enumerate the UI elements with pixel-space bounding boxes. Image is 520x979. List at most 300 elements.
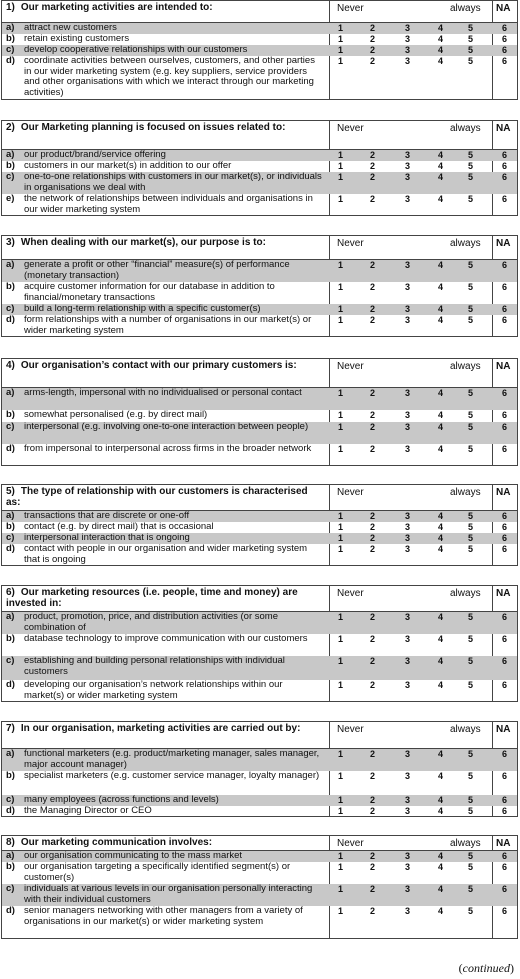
score-option-1[interactable]: 1 [338,795,344,805]
score-option-2[interactable]: 2 [370,544,376,554]
item-letter: b) [6,633,15,644]
score-option-4[interactable]: 4 [438,410,444,420]
score-option-3[interactable]: 3 [405,656,411,666]
score-option-5[interactable]: 5 [468,304,474,314]
score-option-2[interactable]: 2 [370,304,376,314]
answer-row [2,194,517,216]
score-option-5[interactable]: 5 [468,315,474,325]
score-option-4[interactable]: 4 [438,533,444,543]
score-option-3[interactable]: 3 [405,634,411,644]
score-option-5[interactable]: 5 [468,533,474,543]
score-option-4[interactable]: 4 [438,749,444,759]
score-option-1[interactable]: 1 [338,511,344,521]
score-option-na[interactable]: 6 [502,656,508,666]
never-label: Never [337,588,364,599]
score-option-na[interactable]: 6 [502,544,508,554]
score-option-3[interactable]: 3 [405,795,411,805]
score-option-5[interactable]: 5 [468,282,474,292]
score-option-4[interactable]: 4 [438,612,444,622]
score-option-5[interactable]: 5 [468,444,474,454]
item-letter: e) [6,193,15,204]
item-text: somewhat personalised (e.g. by direct mail) [24,409,208,420]
score-option-1[interactable]: 1 [338,771,344,781]
score-option-na[interactable]: 6 [502,194,508,204]
score-option-4[interactable]: 4 [438,172,444,182]
score-option-1[interactable]: 1 [338,862,344,872]
item-letter: c) [6,794,15,805]
score-option-5[interactable]: 5 [468,806,474,816]
score-option-3[interactable]: 3 [405,315,411,325]
question-5-table [1,484,518,566]
score-option-1[interactable]: 1 [338,282,344,292]
item-text: contact (e.g. by direct mail) that is occasional [24,521,214,532]
score-option-4[interactable]: 4 [438,161,444,171]
item-letter: b) [6,770,15,781]
score-option-4[interactable]: 4 [438,634,444,644]
score-option-1[interactable]: 1 [338,410,344,420]
question-text: Our marketing activities are intended to: [20,2,213,13]
score-option-5[interactable]: 5 [468,161,474,171]
question-6-table [1,585,518,702]
score-option-3[interactable]: 3 [405,522,411,532]
score-option-3[interactable]: 3 [405,533,411,543]
score-option-1[interactable]: 1 [338,884,344,894]
score-option-1[interactable]: 1 [338,444,344,454]
question-title [6,587,323,609]
score-option-3[interactable]: 3 [405,771,411,781]
always-label: always [450,588,481,599]
score-option-4[interactable]: 4 [438,304,444,314]
score-option-4[interactable]: 4 [438,656,444,666]
score-option-3[interactable]: 3 [405,260,411,270]
score-option-3[interactable]: 3 [405,194,411,204]
item-text: customers in our market(s) in addition to our offer [24,160,232,171]
score-option-4[interactable]: 4 [438,522,444,532]
score-option-5[interactable]: 5 [468,172,474,182]
score-option-2[interactable]: 2 [370,194,376,204]
score-option-1[interactable]: 1 [338,161,344,171]
answer-row [2,172,517,194]
score-option-2[interactable]: 2 [370,34,376,44]
question-text: Our marketing communication involves: [20,837,213,848]
item-text: arms-length, impersonal with no individualised or personal contact [24,387,302,398]
question-text: The type of relationship with our customers is characterised as: [6,486,308,508]
item-text: our product/brand/service offering [24,149,166,160]
score-option-1[interactable]: 1 [338,533,344,543]
score-option-2[interactable]: 2 [370,612,376,622]
score-option-1[interactable]: 1 [338,388,344,398]
item-text: attract new customers [24,22,117,33]
item-letter: d) [6,679,15,690]
item-text: coordinate activities between ourselves, customers, and other parties in our wider marketing system (e.g. key suppliers, service providers and other organisations with which we interact through our marketing activities) [24,55,315,98]
score-option-na[interactable]: 6 [502,680,508,690]
score-option-3[interactable]: 3 [405,172,411,182]
score-option-3[interactable]: 3 [405,544,411,554]
always-label: always [450,361,481,372]
always-label: always [450,838,481,849]
score-option-1[interactable]: 1 [338,680,344,690]
score-option-na[interactable]: 6 [502,260,508,270]
score-option-5[interactable]: 5 [468,771,474,781]
item-letter: a) [6,259,15,270]
score-option-1[interactable]: 1 [338,194,344,204]
question-7-table [1,721,518,817]
score-option-1[interactable]: 1 [338,806,344,816]
score-option-3[interactable]: 3 [405,388,411,398]
score-option-2[interactable]: 2 [370,422,376,432]
item-letter: c) [6,421,15,432]
na-label: NA [496,361,511,372]
question-header [2,485,517,511]
answer-row [2,282,517,304]
item-letter: c) [6,883,15,894]
item-text: form relationships with a number of organisations in our market(s) or wider marketing system [24,314,312,336]
score-option-2[interactable]: 2 [370,282,376,292]
question-header [2,722,517,749]
score-option-na[interactable]: 6 [502,906,508,916]
score-option-na[interactable]: 6 [502,150,508,160]
item-text: our organisation targeting a specifically identified segment(s) or customer(s) [24,861,291,883]
item-text: from impersonal to interpersonal across firms in the broader network [24,443,312,454]
score-option-4[interactable]: 4 [438,884,444,894]
continued-note: (continued) [458,961,514,975]
score-option-5[interactable]: 5 [468,422,474,432]
score-option-4[interactable]: 4 [438,56,444,66]
item-letter: d) [6,314,15,325]
score-option-4[interactable]: 4 [438,282,444,292]
question-header [2,359,517,388]
score-option-5[interactable]: 5 [468,634,474,644]
question-header [2,836,517,851]
score-option-4[interactable]: 4 [438,544,444,554]
score-option-na[interactable]: 6 [502,511,508,521]
score-option-5[interactable]: 5 [468,906,474,916]
item-text: product, promotion, price, and distribution activities (or some combination of [24,611,278,633]
score-option-2[interactable]: 2 [370,388,376,398]
score-option-na[interactable]: 6 [502,282,508,292]
score-option-2[interactable]: 2 [370,656,376,666]
score-option-5[interactable]: 5 [468,388,474,398]
score-option-na[interactable]: 6 [502,388,508,398]
always-label: always [450,724,481,735]
item-text: database technology to improve communication with our customers [24,633,308,644]
score-option-na[interactable]: 6 [502,806,508,816]
score-option-2[interactable]: 2 [370,172,376,182]
score-option-5[interactable]: 5 [468,656,474,666]
score-option-na[interactable]: 6 [502,161,508,171]
score-option-na[interactable]: 6 [502,422,508,432]
question-number: 2) [6,122,15,133]
score-option-1[interactable]: 1 [338,172,344,182]
score-option-4[interactable]: 4 [438,150,444,160]
score-option-1[interactable]: 1 [338,304,344,314]
score-option-na[interactable]: 6 [502,522,508,532]
answer-row [2,634,517,656]
score-option-4[interactable]: 4 [438,34,444,44]
always-label: always [450,3,481,14]
answer-row [2,806,517,817]
answer-row [2,56,517,100]
score-option-na[interactable]: 6 [502,771,508,781]
never-label: Never [337,123,364,134]
item-text: develop cooperative relationships with our customers [24,44,248,55]
question-8-table [1,835,518,939]
score-option-2[interactable]: 2 [370,634,376,644]
score-option-3[interactable]: 3 [405,304,411,314]
score-option-1[interactable]: 1 [338,315,344,325]
score-option-4[interactable]: 4 [438,260,444,270]
score-option-1[interactable]: 1 [338,56,344,66]
score-option-na[interactable]: 6 [502,749,508,759]
score-option-na[interactable]: 6 [502,34,508,44]
score-option-1[interactable]: 1 [338,23,344,33]
score-option-2[interactable]: 2 [370,315,376,325]
score-option-2[interactable]: 2 [370,771,376,781]
question-number: 1) [6,2,15,13]
score-option-5[interactable]: 5 [468,612,474,622]
item-letter: d) [6,805,15,816]
item-text: build a long-term relationship with a specific customer(s) [24,303,261,314]
score-option-4[interactable]: 4 [438,388,444,398]
score-option-4[interactable]: 4 [438,45,444,55]
score-option-2[interactable]: 2 [370,150,376,160]
score-option-5[interactable]: 5 [468,511,474,521]
score-option-na[interactable]: 6 [502,410,508,420]
never-label: Never [337,3,364,14]
score-option-3[interactable]: 3 [405,806,411,816]
item-text: the network of relationships between individuals and organisations in our wider marketing system [24,193,313,215]
question-header [2,586,517,612]
score-option-1[interactable]: 1 [338,749,344,759]
score-option-2[interactable]: 2 [370,511,376,521]
score-option-5[interactable]: 5 [468,795,474,805]
score-option-4[interactable]: 4 [438,862,444,872]
score-option-2[interactable]: 2 [370,884,376,894]
question-number: 6) [6,587,15,598]
score-option-5[interactable]: 5 [468,56,474,66]
score-option-na[interactable]: 6 [502,851,508,861]
score-option-2[interactable]: 2 [370,260,376,270]
score-option-na[interactable]: 6 [502,23,508,33]
score-option-4[interactable]: 4 [438,422,444,432]
question-title [6,837,323,848]
answer-row [2,656,517,680]
score-option-5[interactable]: 5 [468,884,474,894]
score-option-1[interactable]: 1 [338,260,344,270]
score-option-4[interactable]: 4 [438,315,444,325]
question-header [2,121,517,150]
question-text: Our Marketing planning is focused on issues related to: [20,122,286,133]
question-text: When dealing with our market(s), our purpose is to: [20,237,266,248]
score-option-2[interactable]: 2 [370,806,376,816]
score-option-2[interactable]: 2 [370,410,376,420]
score-option-3[interactable]: 3 [405,23,411,33]
score-option-na[interactable]: 6 [502,612,508,622]
score-option-2[interactable]: 2 [370,851,376,861]
score-option-1[interactable]: 1 [338,150,344,160]
item-letter: c) [6,171,15,182]
score-option-1[interactable]: 1 [338,45,344,55]
score-option-1[interactable]: 1 [338,851,344,861]
score-option-5[interactable]: 5 [468,410,474,420]
score-option-2[interactable]: 2 [370,444,376,454]
score-option-na[interactable]: 6 [502,172,508,182]
score-option-na[interactable]: 6 [502,444,508,454]
score-option-2[interactable]: 2 [370,45,376,55]
question-text: In our organisation, marketing activities are carried out by: [20,723,301,734]
item-text: establishing and building personal relationships with individual customers [24,655,285,677]
answer-row [2,388,517,410]
score-option-1[interactable]: 1 [338,906,344,916]
item-text: individuals at various levels in our organisation personally interacting with their individual customers [24,883,313,905]
score-option-na[interactable]: 6 [502,315,508,325]
item-letter: c) [6,532,15,543]
score-option-na[interactable]: 6 [502,533,508,543]
score-option-4[interactable]: 4 [438,771,444,781]
item-letter: a) [6,611,15,622]
score-option-3[interactable]: 3 [405,161,411,171]
score-option-na[interactable]: 6 [502,634,508,644]
item-letter: d) [6,443,15,454]
score-option-5[interactable]: 5 [468,34,474,44]
item-letter: a) [6,748,15,759]
na-label: NA [496,838,511,849]
question-title [6,122,323,133]
score-option-3[interactable]: 3 [405,906,411,916]
item-text: interpersonal interaction that is ongoing [24,532,190,543]
score-option-2[interactable]: 2 [370,23,376,33]
item-letter: a) [6,510,15,521]
score-option-2[interactable]: 2 [370,56,376,66]
item-text: specialist marketers (e.g. customer service manager, loyalty manager) [24,770,320,781]
item-letter: d) [6,905,15,916]
question-text: Our organisation’s contact with our primary customers is: [20,360,297,371]
score-option-5[interactable]: 5 [468,851,474,861]
score-option-2[interactable]: 2 [370,906,376,916]
score-option-4[interactable]: 4 [438,511,444,521]
question-header [2,1,517,23]
question-number: 3) [6,237,15,248]
score-option-na[interactable]: 6 [502,884,508,894]
score-option-na[interactable]: 6 [502,45,508,55]
question-4-table [1,358,518,466]
score-option-2[interactable]: 2 [370,161,376,171]
score-option-3[interactable]: 3 [405,884,411,894]
score-option-3[interactable]: 3 [405,422,411,432]
score-option-1[interactable]: 1 [338,656,344,666]
score-option-5[interactable]: 5 [468,680,474,690]
score-option-1[interactable]: 1 [338,544,344,554]
item-letter: d) [6,55,15,66]
score-option-5[interactable]: 5 [468,522,474,532]
score-option-2[interactable]: 2 [370,795,376,805]
question-number: 4) [6,360,15,371]
always-label: always [450,487,481,498]
score-option-3[interactable]: 3 [405,680,411,690]
score-option-na[interactable]: 6 [502,862,508,872]
score-option-1[interactable]: 1 [338,634,344,644]
score-option-2[interactable]: 2 [370,862,376,872]
score-option-3[interactable]: 3 [405,150,411,160]
score-option-2[interactable]: 2 [370,749,376,759]
score-option-5[interactable]: 5 [468,150,474,160]
score-option-3[interactable]: 3 [405,511,411,521]
score-option-na[interactable]: 6 [502,56,508,66]
score-option-na[interactable]: 6 [502,795,508,805]
item-text: interpersonal (e.g. involving one-to-one interaction between people) [24,421,309,432]
score-option-4[interactable]: 4 [438,806,444,816]
score-option-2[interactable]: 2 [370,522,376,532]
item-text: transactions that are discrete or one-off [24,510,190,521]
answer-row [2,862,517,884]
score-option-3[interactable]: 3 [405,282,411,292]
score-option-3[interactable]: 3 [405,749,411,759]
score-option-3[interactable]: 3 [405,862,411,872]
item-text: one-to-one relationships with customers in our market(s), or individuals in organisations we deal with [24,171,322,193]
score-option-2[interactable]: 2 [370,533,376,543]
score-option-3[interactable]: 3 [405,444,411,454]
answer-row [2,749,517,771]
item-letter: b) [6,33,15,44]
score-option-4[interactable]: 4 [438,680,444,690]
score-option-3[interactable]: 3 [405,851,411,861]
item-letter: c) [6,44,15,55]
score-option-4[interactable]: 4 [438,23,444,33]
answer-row [2,612,517,634]
score-option-na[interactable]: 6 [502,304,508,314]
score-option-4[interactable]: 4 [438,444,444,454]
question-header [2,236,517,260]
score-option-1[interactable]: 1 [338,612,344,622]
na-label: NA [496,724,511,735]
score-option-1[interactable]: 1 [338,34,344,44]
score-option-5[interactable]: 5 [468,194,474,204]
item-text: functional marketers (e.g. product/marketing manager, sales manager, major account manager) [24,748,320,770]
score-option-2[interactable]: 2 [370,680,376,690]
score-option-3[interactable]: 3 [405,34,411,44]
score-option-3[interactable]: 3 [405,410,411,420]
score-option-4[interactable]: 4 [438,851,444,861]
item-letter: b) [6,409,15,420]
question-title [6,360,323,371]
score-option-4[interactable]: 4 [438,795,444,805]
score-option-4[interactable]: 4 [438,906,444,916]
na-label: NA [496,123,511,134]
item-text: generate a profit or other “financial” measure(s) of performance (monetary transaction) [24,259,290,281]
item-text: many employees (across functions and levels) [24,794,219,805]
item-letter: a) [6,149,15,160]
question-number: 7) [6,723,15,734]
score-option-3[interactable]: 3 [405,612,411,622]
question-number: 8) [6,837,15,848]
score-option-3[interactable]: 3 [405,45,411,55]
score-option-5[interactable]: 5 [468,23,474,33]
item-letter: c) [6,303,15,314]
score-option-1[interactable]: 1 [338,522,344,532]
item-text: acquire customer information for our database in addition to financial/monetary transactions [24,281,275,303]
score-option-4[interactable]: 4 [438,194,444,204]
answer-row [2,906,517,939]
score-option-5[interactable]: 5 [468,260,474,270]
score-option-1[interactable]: 1 [338,422,344,432]
score-option-5[interactable]: 5 [468,749,474,759]
score-option-3[interactable]: 3 [405,56,411,66]
question-title [6,237,323,248]
score-option-5[interactable]: 5 [468,544,474,554]
score-option-5[interactable]: 5 [468,862,474,872]
never-label: Never [337,838,364,849]
score-option-5[interactable]: 5 [468,45,474,55]
